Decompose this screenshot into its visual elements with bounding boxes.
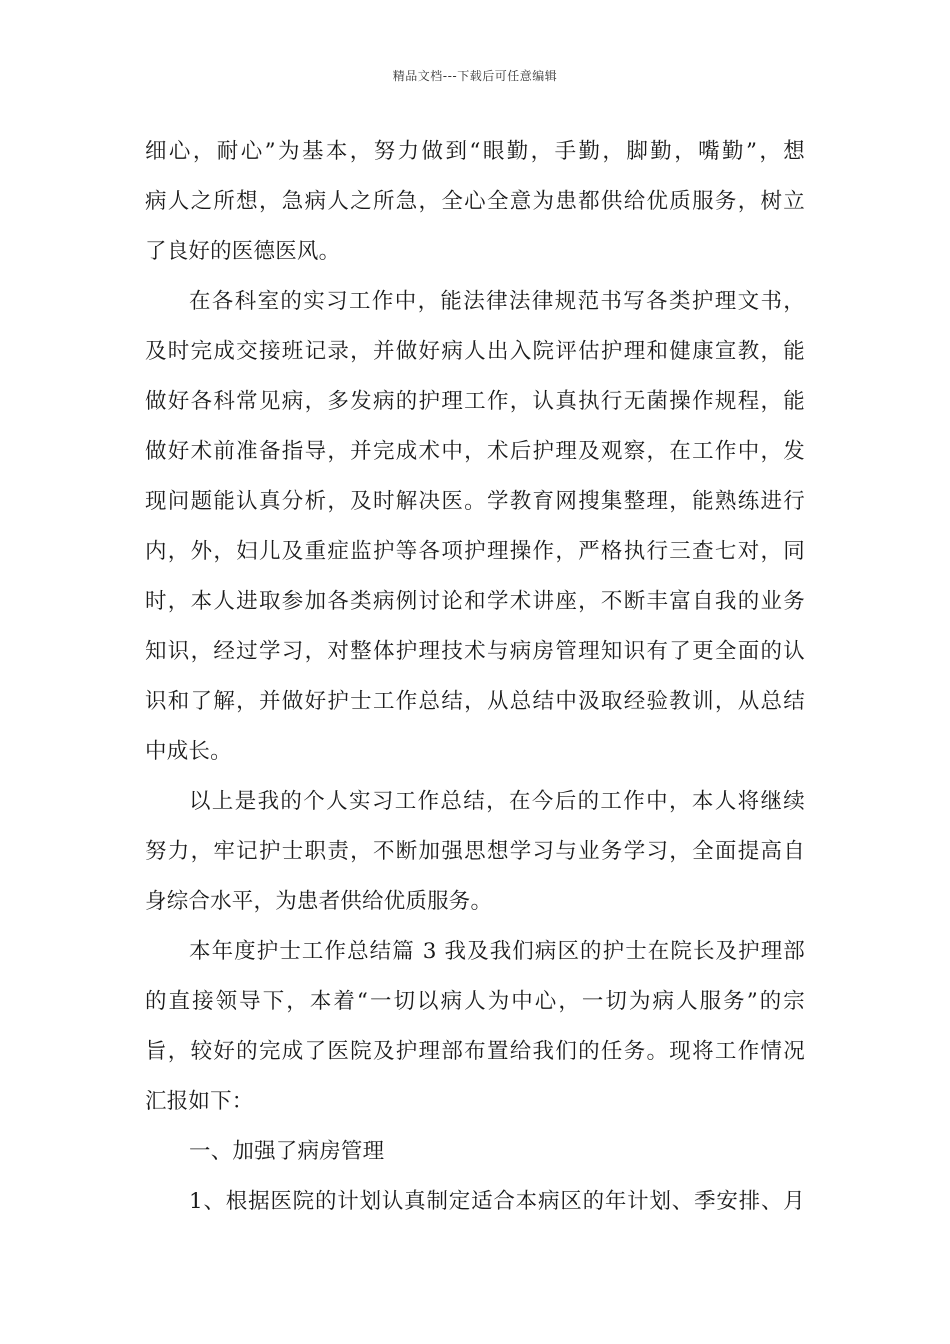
- text-line: 识和了解，并做好护士工作总结，从总结中汲取经验教训，从总结: [145, 689, 805, 714]
- text-line: 以上是我的个人实习工作总结，在今后的工作中，本人将继续: [189, 789, 805, 814]
- text-line: 知识，经过学习，对整体护理技术与病房管理知识有了更全面的认: [145, 639, 805, 664]
- text-line: 本年度护士工作总结篇 3 我及我们病区的护士在院长及护理部: [189, 939, 805, 964]
- text-line: 做好术前准备指导，并完成术中，术后护理及观察，在工作中，发: [145, 439, 805, 464]
- text-line: 现问题能认真分析，及时解决医。学教育网搜集整理，能熟练进行: [145, 489, 805, 514]
- document-body: [145, 132, 805, 1232]
- text-line: 一、加强了病房管理: [189, 1139, 385, 1164]
- page-header: 精品文档---下载后可任意编辑: [392, 69, 558, 83]
- text-line: 细心，耐心”为基本，努力做到“眼勤，手勤，脚勤，嘴勤”，想: [145, 139, 805, 164]
- text-line: 中成长。: [145, 739, 232, 764]
- text-line: 做好各科常见病，多发病的护理工作，认真执行无菌操作规程，能: [145, 389, 805, 414]
- text-line: 了良好的医德医风。: [145, 239, 341, 264]
- text-line: 内，外，妇儿及重症监护等各项护理操作，严格执行三查七对，同: [145, 539, 805, 564]
- text-line: 时，本人进取参加各类病例讨论和学术讲座，不断丰富自我的业务: [145, 589, 805, 614]
- text-line: 努力，牢记护士职责，不断加强思想学习与业务学习，全面提高自: [145, 839, 805, 864]
- text-line: 在各科室的实习工作中，能法律法律规范书写各类护理文书，: [189, 289, 805, 314]
- text-line: 旨，较好的完成了医院及护理部布置给我们的任务。现将工作情况: [145, 1039, 805, 1064]
- text-line: 汇报如下：: [145, 1089, 254, 1114]
- text-line: 病人之所想，急病人之所急，全心全意为患都供给优质服务，树立: [145, 189, 805, 214]
- text-line: 身综合水平，为患者供给优质服务。: [145, 889, 493, 914]
- text-line: 及时完成交接班记录，并做好病人出入院评估护理和健康宣教，能: [145, 339, 805, 364]
- text-line: 1、根据医院的计划认真制定适合本病区的年计划、季安排、月: [189, 1189, 805, 1214]
- text-line: 的直接领导下，本着“一切以病人为中心，一切为病人服务”的宗: [145, 989, 805, 1014]
